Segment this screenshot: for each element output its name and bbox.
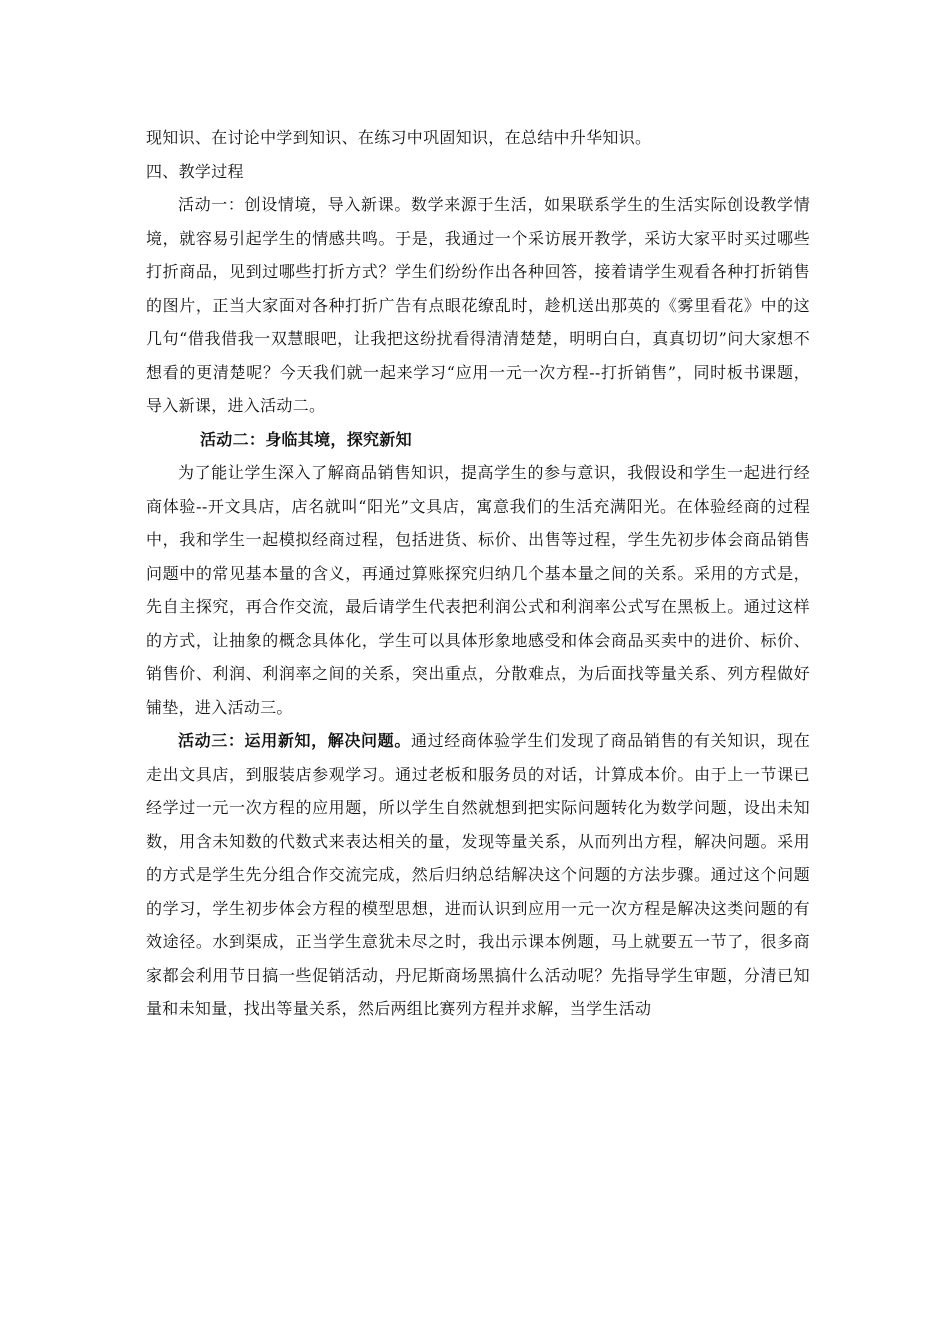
activity1-paragraph: 活动一：创设情境，导入新课。数学来源于生活，如果联系学生的生活实际创设教学情境，就容易引起学生的情感共鸣。于是，我通过一个采访展开教学，采访大家平时买过哪些打折商品，见到过哪些打折方式？学生们纷纷作出各种回答，接着请学生观看各种打折销售的图片，正当大家面对各种打折广告有点眼花缭乱时，趁机送出那英的《雾里看花》中的这几句“借我借我一双慧眼吧，让我把这纷扰看得清清楚楚，明明白白，真真切切”问大家想不想看的更清楚呢？今天我们就一起来学习“应用一元一次方程--打折销售”，同时板书课题，导入新课，进入活动二。 [146, 195, 810, 415]
activity2-heading: 活动二：身临其境，探究新知 [200, 429, 412, 449]
activity3-paragraph [146, 724, 810, 1026]
activity3-text: 通过经商体验学生们发现了商品销售的有关知识，现在走出文具店，到服装店参观学习。通过老板和服务员的对话，计算成本价。由于上一节课已经学过一元一次方程的应用题，所以学生自然就想到把实际问题转化为数学问题，设出未知数，用含未知数的代数式来表达相关的量，发现等量关系，从而列出方程，解决问题。采用的方式是学生先分组合作交流完成，然后归纳总结解决这个问题的方法步骤。通过这个问题的学习，学生初步体会方程的模型思想，进而认识到应用一元一次方程是解决这类问题的有效途径。水到渠成，正当学生意犹未尽之时，我出示课本例题，马上就要五一节了，很多商家都会利用节日搞一些促销活动，丹尼斯商场黑搞什么活动呢？先指导学生审题，分清已知量和未知量，找出等量关系，然后两组比赛列方程并求解，当学生活动 [146, 731, 810, 1018]
document-body [146, 121, 810, 1026]
activity2-paragraph: 为了能让学生深入了解商品销售知识，提高学生的参与意识，我假设和学生一起进行经商体验--开文具店，店名就叫“阳光”文具店，寓意我们的生活充满阳光。在体验经商的过程中，我和学生一起模拟经商过程，包括进货、标价、出售等过程，学生先初步体会商品销售问题中的常见基本量的含义，再通过算账探究归纳几个基本量之间的关系。采用的方式是，先自主探究，再合作交流，最后请学生代表把利润公式和利润率公式写在黑板上。通过这样的方式，让抽象的概念具体化，学生可以具体形象地感受和体会商品买卖中的进价、标价、销售价、利润、利润率之间的关系，突出重点，分散难点，为后面找等量关系、列方程做好铺垫，进入活动三。 [146, 463, 810, 717]
intro-paragraph-tail: 现知识、在讨论中学到知识、在练习中巩固知识，在总结中升华知识。 [146, 128, 652, 147]
activity3-heading: 活动三：运用新知，解决问题。 [178, 731, 411, 750]
section-heading: 四、教学过程 [146, 161, 244, 181]
